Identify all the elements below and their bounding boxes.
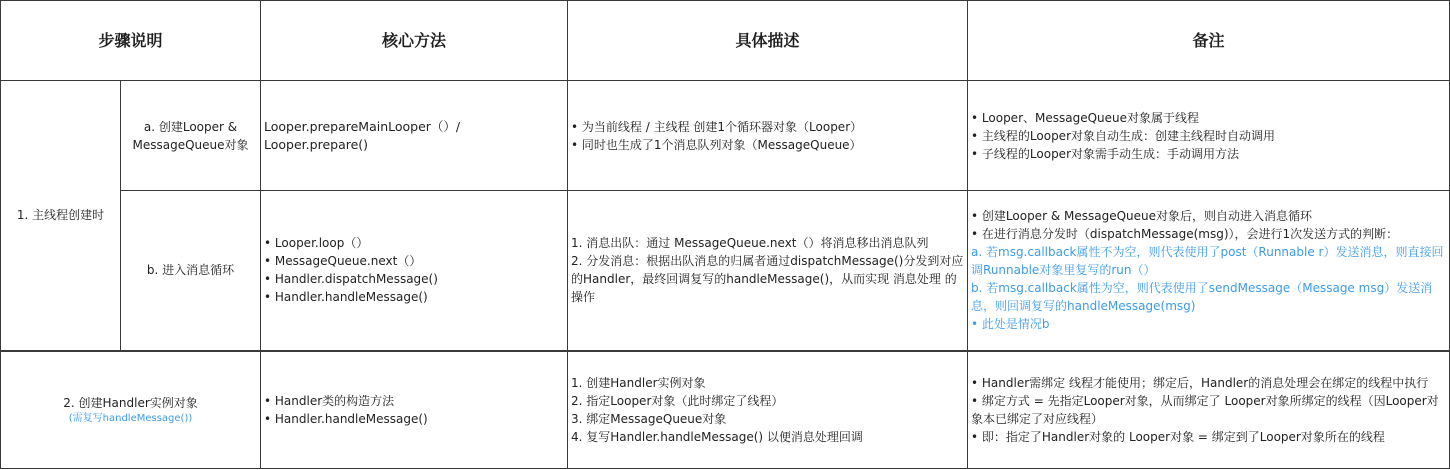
desc-line: 2. 指定Looper对象（此时绑定了线程） xyxy=(571,393,784,408)
desc-line: • 为当前线程 / 主线程 创建1个循环器对象（Looper） xyxy=(571,119,863,134)
note-line: • 即：指定了Handler对象的 Looper对象 = 绑定到了Looper对象所在的线程 xyxy=(971,429,1385,444)
note-line: • 绑定方式 = 先指定Looper对象，从而绑定了 Looper对象所绑定的线程（因Looper对象本已绑定了对应线程） xyxy=(971,393,1439,426)
note-line: • 子线程的Looper对象需手动生成：手动调用方法 xyxy=(971,146,1240,161)
step1a-label: a. 创建Looper & MessageQueue对象 xyxy=(121,81,261,191)
method-line: • Handler.dispatchMessage() xyxy=(264,272,438,287)
desc-line: • 同时也生成了1个消息队列对象（MessageQueue） xyxy=(571,137,862,152)
step2-notes xyxy=(968,351,1450,469)
step2-sublabel: (需复写handleMessage()) xyxy=(68,412,193,424)
step1b-methods xyxy=(261,191,568,351)
header-method: 核心方法 xyxy=(261,1,568,81)
header-notes: 备注 xyxy=(968,1,1450,81)
step2-description xyxy=(568,351,968,469)
step1b-label: b. 进入消息循环 xyxy=(121,191,261,351)
desc-line: 3. 绑定MessageQueue对象 xyxy=(571,411,727,426)
step1a-method: Looper.prepareMainLooper（）/ Looper.prepare() xyxy=(261,81,568,191)
note-line: • 主线程的Looper对象自动生成：创建主线程时自动调用 xyxy=(971,128,1276,143)
desc-line: 4. 复写Handler.handleMessage() 以便消息处理回调 xyxy=(571,429,863,444)
header-step: 步骤说明 xyxy=(1,1,261,81)
step1a-notes xyxy=(968,81,1450,191)
note-line-highlight: b. 若msg.callback属性为空，则代表使用了sendMessage（Message msg）发送消息，则回调复写的handleMessage(msg) xyxy=(971,281,1433,314)
note-line: • Handler需绑定 线程才能使用；绑定后，Handler的消息处理会在绑定的线程中执行 xyxy=(971,375,1429,390)
note-line: • 在进行消息分发时（dispatchMessage(msg)），会进行1次发送方式的判断： xyxy=(971,227,1399,242)
step1-label: 1. 主线程创建时 xyxy=(1,81,121,351)
step2-label-cell xyxy=(1,351,261,469)
step1b-description xyxy=(568,191,968,351)
table-row xyxy=(1,81,1450,191)
step1b-notes xyxy=(968,191,1450,351)
table-row xyxy=(1,351,1450,469)
note-line-highlight: a. 若msg.callback属性不为空，则代表使用了post（Runnable r）发送消息，则直接回调Runnable对象里复写的run（） xyxy=(971,245,1444,278)
desc-line: 1. 消息出队：通过 MessageQueue.next（）将消息移出消息队列 xyxy=(571,236,929,251)
table-row xyxy=(1,191,1450,351)
note-line: • Looper、MessageQueue对象属于线程 xyxy=(971,110,1200,125)
note-line-highlight: • 此处是情况b xyxy=(971,317,1050,332)
step2-methods xyxy=(261,351,568,469)
desc-line: 1. 创建Handler实例对象 xyxy=(571,375,706,390)
step1a-description xyxy=(568,81,968,191)
method-line: • Handler.handleMessage() xyxy=(264,411,428,426)
note-line: • 创建Looper & MessageQueue对象后，则自动进入消息循环 xyxy=(971,209,1313,224)
step2-label: 2. 创建Handler实例对象 xyxy=(63,395,198,410)
method-line: • Handler类的构造方法 xyxy=(264,393,395,408)
method-line: • Handler.handleMessage() xyxy=(264,290,428,305)
header-description: 具体描述 xyxy=(568,1,968,81)
method-line: • MessageQueue.next（） xyxy=(264,254,422,269)
desc-line: 2. 分发消息：根据出队消息的归属者通过dispatchMessage()分发到对应的Handler，最终回调复写的handleMessage()，从而实现 消息处理 的操作 xyxy=(571,254,964,305)
method-line: • Looper.loop（） xyxy=(264,236,369,251)
